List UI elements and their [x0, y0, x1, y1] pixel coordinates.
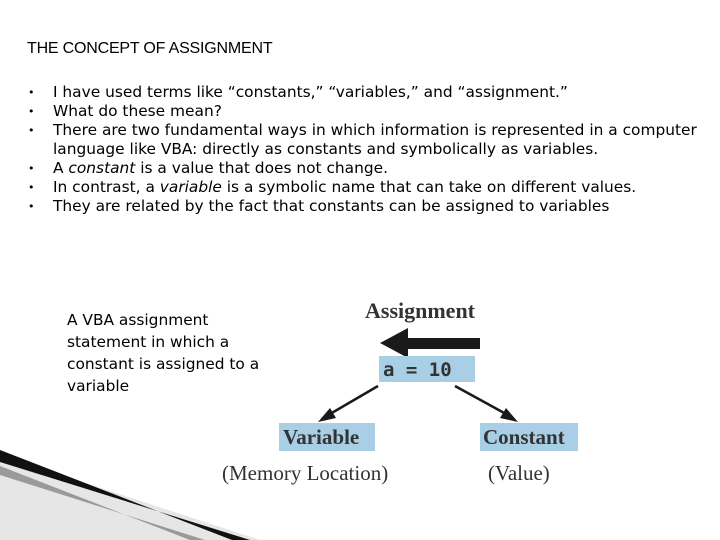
bullet-list	[28, 83, 708, 216]
bullet-text: I have used terms like “constants,” “variables,” and “assignment.”	[53, 83, 568, 101]
slide-title: THE CONCEPT OF ASSIGNMENT	[27, 40, 273, 57]
variable-subtitle: (Memory Location)	[222, 461, 389, 485]
bullet-item	[28, 178, 708, 197]
bullet-dot: •	[28, 200, 35, 213]
bullet-item	[28, 197, 708, 216]
bullet-dot: •	[28, 181, 35, 194]
assignment-label: Assignment	[365, 298, 476, 323]
variable-label: Variable	[283, 425, 360, 449]
bullet-text: In contrast, a	[53, 178, 160, 196]
assignment-diagram	[0, 290, 720, 540]
bullet-item	[28, 102, 708, 121]
bullet-text: A	[53, 159, 69, 177]
bullet-dot: •	[28, 124, 35, 137]
bullet-dot: •	[28, 162, 35, 175]
bullet-text: is a value that does not change.	[135, 159, 389, 177]
code-statement: a = 10	[383, 359, 452, 381]
bullet-dot: •	[28, 86, 35, 99]
constant-subtitle: (Value)	[488, 461, 550, 485]
bullet-text: They are related by the fact that constants can be assigned to variables	[53, 197, 610, 215]
diagram-caption: A VBA assignment statement in which a constant is assigned to a variable	[67, 311, 260, 395]
arrow-to-variable-icon	[318, 386, 378, 422]
assignment-arrow-icon	[380, 328, 480, 358]
bullet-item	[28, 83, 708, 102]
arrow-to-constant-icon	[455, 386, 518, 422]
constant-label: Constant	[483, 425, 565, 449]
bullet-emphasis: variable	[159, 178, 222, 196]
bullet-emphasis: constant	[68, 159, 136, 177]
bullet-item	[28, 121, 708, 159]
bullet-text: What do these mean?	[53, 102, 222, 120]
bullet-text: is a symbolic name that can take on different values.	[221, 178, 637, 196]
bullet-item	[28, 159, 708, 178]
bullet-text: There are two fundamental ways in which information is represented in a computer language like VBA: directly as constants and symbolically as variables.	[53, 121, 697, 158]
bullet-dot: •	[28, 105, 35, 118]
